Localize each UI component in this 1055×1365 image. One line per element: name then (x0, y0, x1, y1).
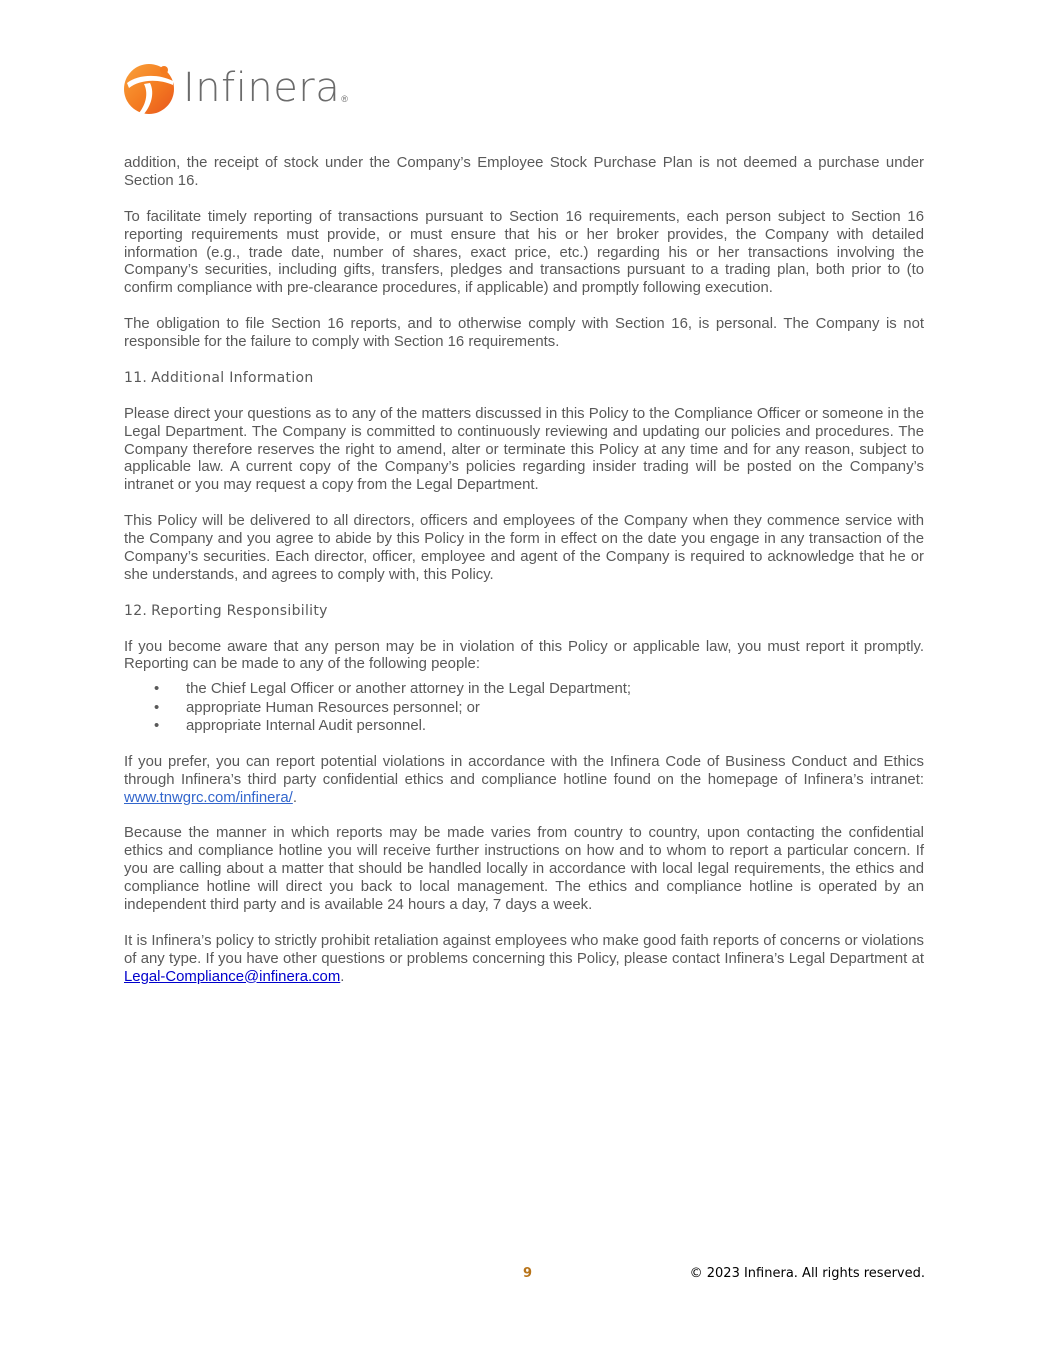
section-number: 12. (124, 602, 148, 619)
section-heading-reporting-responsibility (124, 603, 924, 621)
hotline-link[interactable]: www.tnwgrc.com/infinera/ (124, 789, 293, 806)
infinera-logo-icon (123, 61, 175, 115)
list-item (124, 699, 924, 718)
paragraph-retaliation (124, 933, 924, 987)
paragraph: To facilitate timely reporting of transactions pursuant to Section 16 requirements, each person subject to Section 16 reporting requirements must provide, or must ensure that his or her broker provides, the Company with detailed information (e.g., trade date, number of shares, exact price, etc.) regarding his or her transactions involving the Company’s securities, including gifts, transfers, pledges and transactions pursuant to a trading plan, both prior to (to confirm compliance with pre-clearance procedures, if applicable) and promptly following execution. (124, 208, 924, 297)
paragraph: Because the manner in which reports may be made varies from country to country, upon contacting the confidential ethics and compliance hotline you will receive further instructions on how and to whom to report a particular concern. If you are calling about a matter that should be handled locally in accordance with local legal requirements, the ethics and compliance hotline will direct you back to local management. The ethics and compliance hotline is operated by an independent third party and is available 24 hours a day, 7 days a week. (124, 825, 924, 914)
paragraph-hotline (124, 754, 924, 808)
document-body (124, 155, 924, 1004)
section-title: Additional Information (151, 369, 314, 386)
paragraph: The obligation to file Section 16 reports, and to otherwise comply with Section 16, is personal. The Company is not responsible for the failure to comply with Section 16 requirements. (124, 316, 924, 351)
reporting-contacts-list (124, 680, 924, 736)
registered-mark: ® (341, 94, 348, 104)
paragraph: addition, the receipt of stock under the Company’s Employee Stock Purchase Plan is not deemed a purchase under Section 16. (124, 155, 924, 189)
logo-wordmark: Infinera (183, 65, 341, 111)
paragraph: This Policy will be delivered to all directors, officers and employees of the Company when they commence service with the Company and you agree to abide by this Policy in the form in effect on the date you engage in any transaction of the Company’s securities. Each director, officer, employee and agent of the Company is required to acknowledge that he or she understands, and agrees to comply with, this Policy. (124, 513, 924, 583)
paragraph-text: . (340, 968, 345, 985)
section-heading-additional-information (124, 370, 924, 388)
section-title: Reporting Responsibility (151, 602, 328, 619)
paragraph: If you become aware that any person may be in violation of this Policy or applicable law, you must report it promptly. Reporting can be made to any of the following people: (124, 638, 924, 673)
paragraph-text: It is Infinera’s policy to strictly prohibit retaliation against employees who make good faith reports of concerns or violations of any type. If you have other questions or problems concerning this Policy, please contact Infinera’s Legal Department at (124, 932, 924, 967)
bullet-icon: • (154, 681, 160, 698)
list-item-text: appropriate Internal Audit personnel. (186, 718, 427, 735)
paragraph: Please direct your questions as to any of the matters discussed in this Policy to the Compliance Officer or someone in the Legal Department. The Company is committed to continuously reviewing and updating our policies and procedures. The Company therefore reserves the right to amend, alter or terminate this Policy at any time and for any reason, subject to applicable law. A current copy of the Company’s policies regarding insider trading will be posted on the Company’s intranet or you may request a copy from the Legal Department. (124, 405, 924, 494)
paragraph-text: . (292, 789, 297, 806)
list-item-text: appropriate Human Resources personnel; or (186, 699, 480, 716)
list-item (124, 680, 924, 699)
list-item-text: the Chief Legal Officer or another attorney in the Legal Department; (186, 681, 632, 698)
section-number: 11. (124, 369, 148, 386)
company-logo (123, 60, 348, 116)
copyright-notice: © 2023 Infinera. All rights reserved. (689, 1266, 925, 1281)
page-number: 9 (523, 1266, 533, 1281)
legal-email-link[interactable]: Legal-Compliance@infinera.com (124, 968, 341, 985)
bullet-icon: • (154, 699, 160, 716)
list-item (124, 717, 924, 736)
bullet-icon: • (154, 718, 160, 735)
paragraph-text: If you prefer, you can report potential violations in accordance with the Infinera Code of Business Conduct and Ethics through Infinera’s third party confidential ethics and compliance hotline found on the homepage of Infinera’s intranet: (124, 753, 924, 788)
